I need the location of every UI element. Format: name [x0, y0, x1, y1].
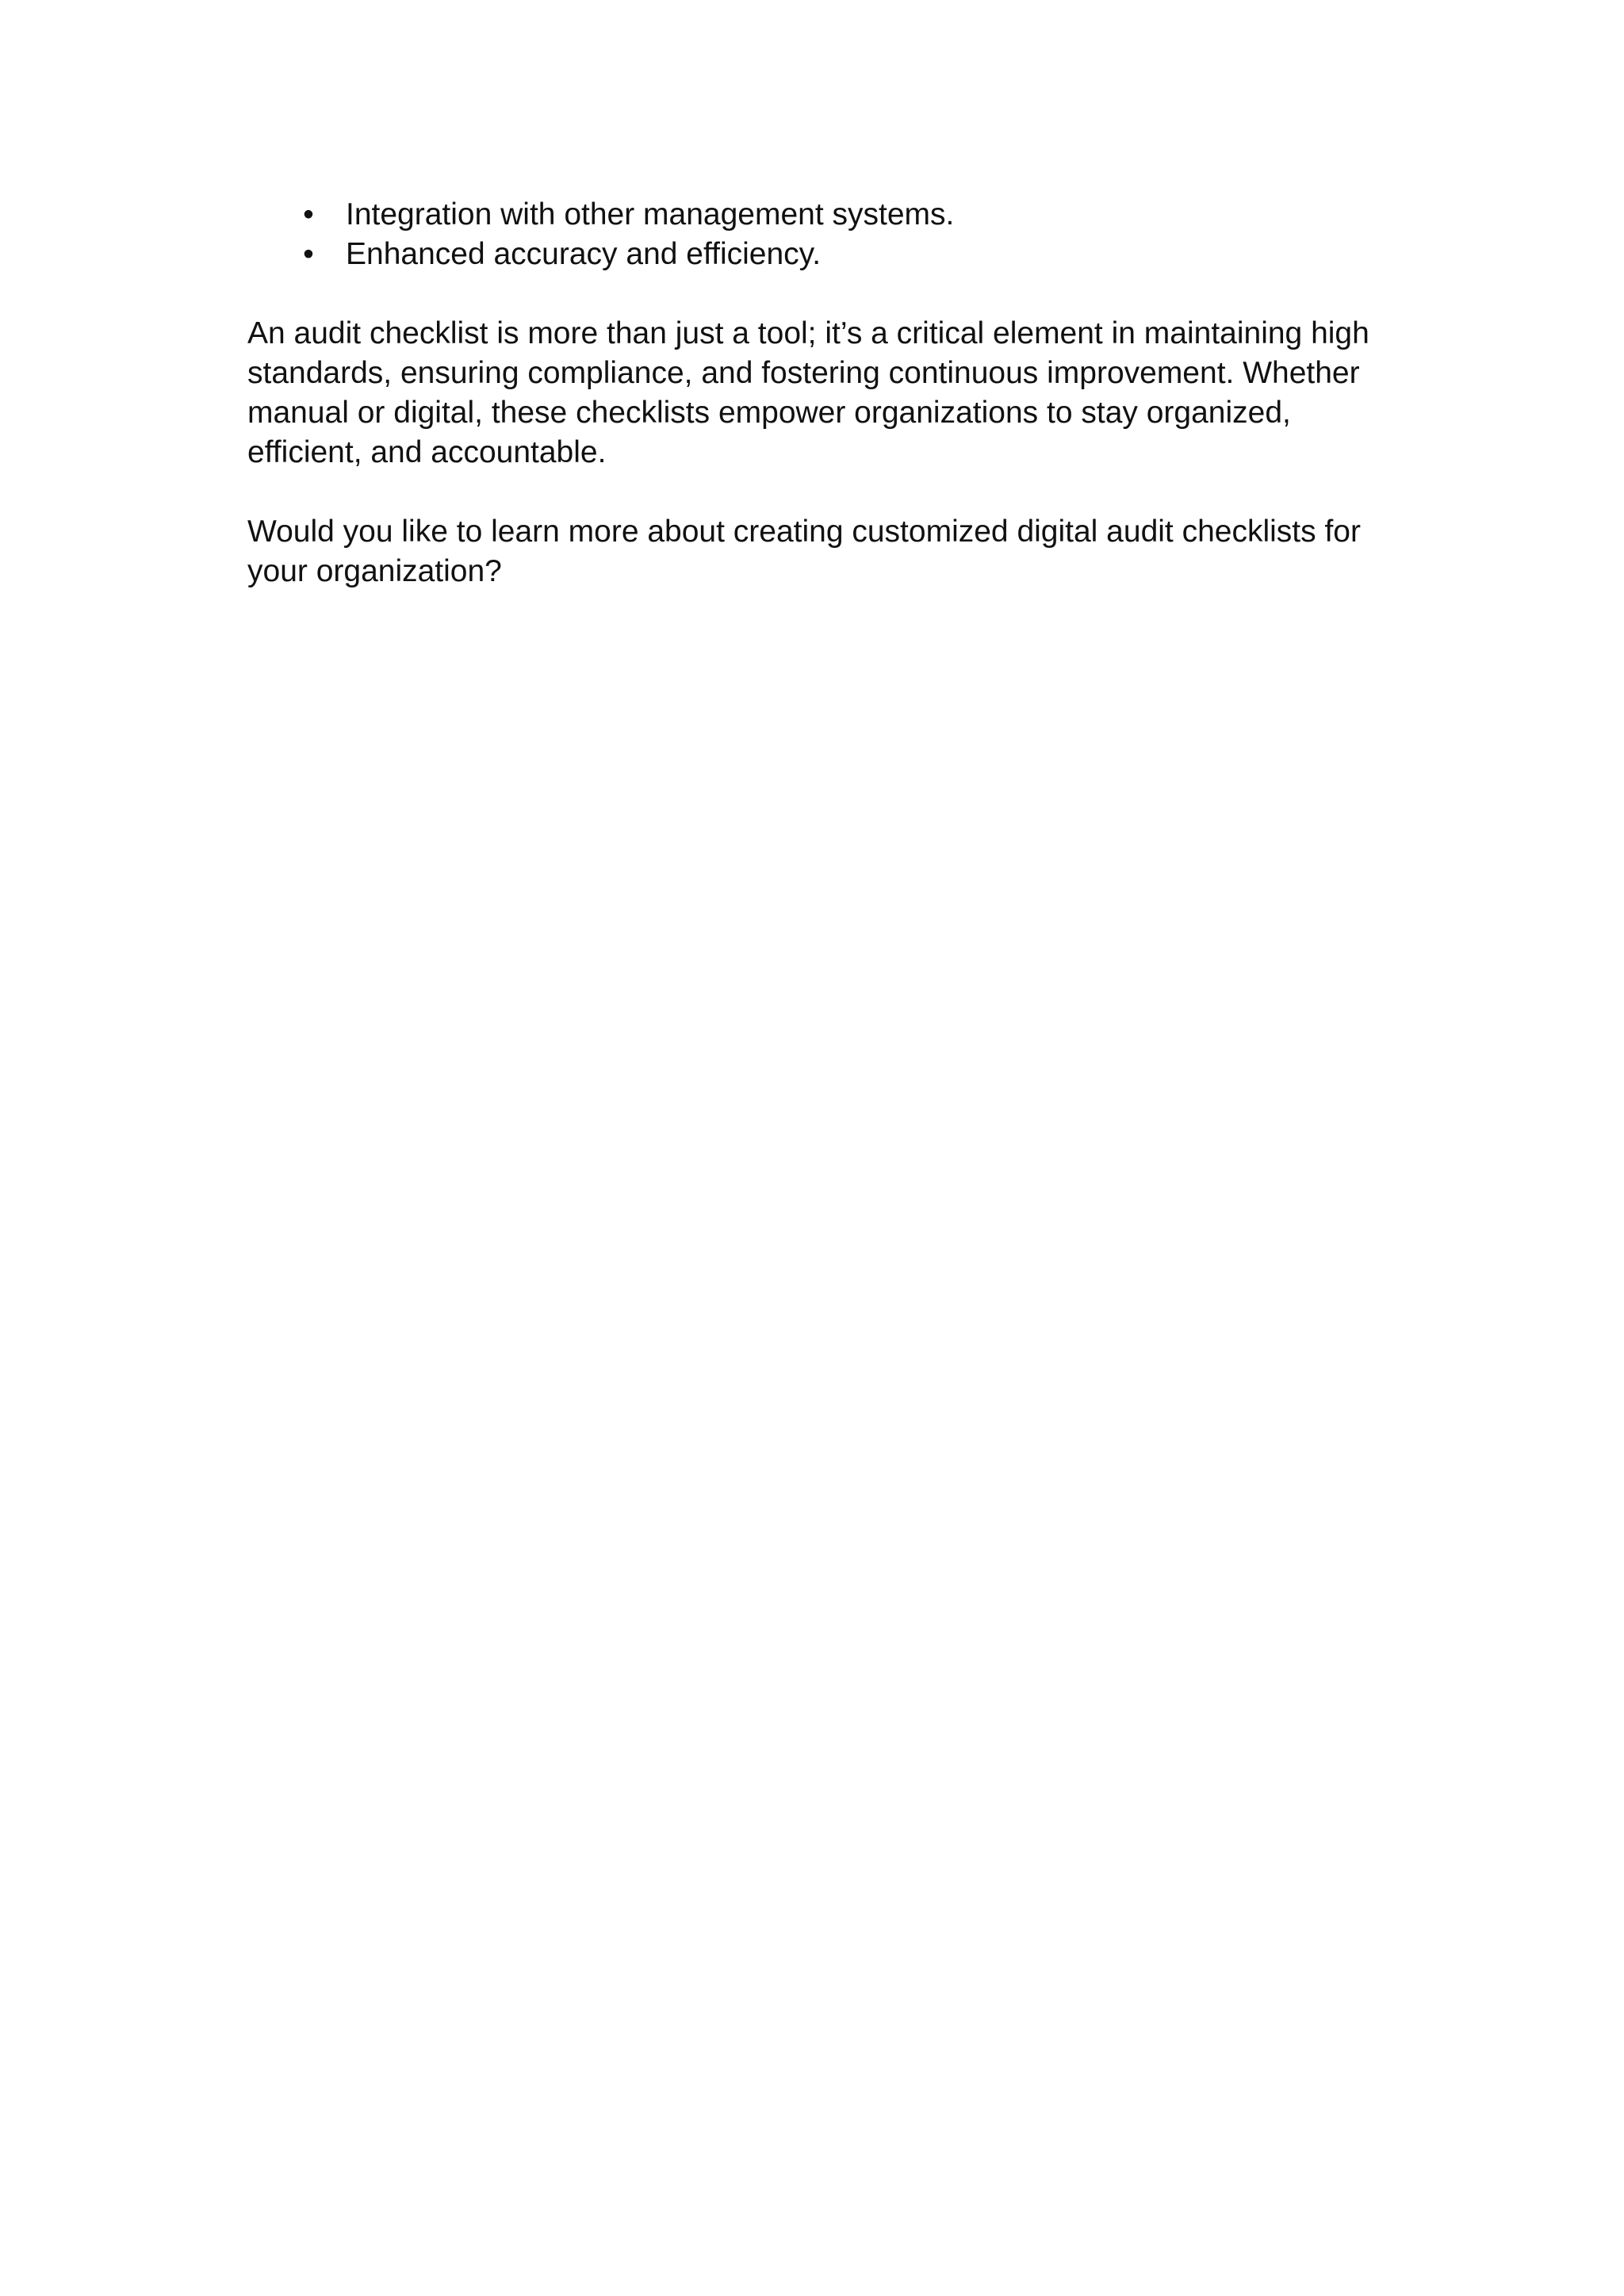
closing-question-paragraph: Would you like to learn more about creating customized digital audit checklists for your organization?	[247, 515, 1361, 588]
bullet-list	[247, 195, 1413, 274]
bullet-icon: •	[303, 237, 314, 271]
summary-paragraph: An audit checklist is more than just a tool; it’s a critical element in maintaining high standards, ensuring compliance, and fostering continuous improvement. Whether manual or digital, these checklists empower organizations to stay organized, efficient, and accountable.	[247, 316, 1369, 469]
list-item-text: Enhanced accuracy and efficiency.	[346, 237, 822, 271]
list-item	[247, 195, 1413, 235]
list-item-text: Integration with other management systems.	[346, 197, 955, 232]
list-item	[247, 235, 1413, 274]
bullet-icon: •	[303, 197, 314, 232]
document-body	[247, 195, 1413, 591]
